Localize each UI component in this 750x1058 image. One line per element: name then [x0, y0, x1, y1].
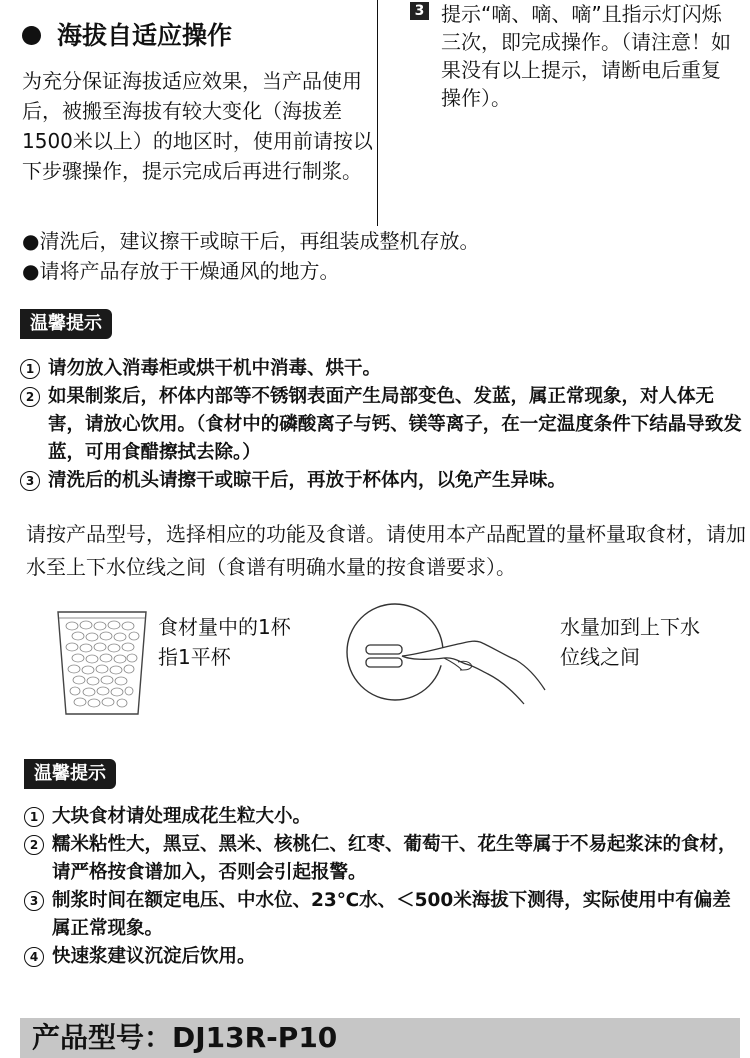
tip-item [24, 831, 742, 887]
altitude-step-3 [410, 0, 740, 112]
column-divider [377, 0, 378, 226]
care-bullets [22, 226, 479, 286]
recipe-note: 请按产品型号，选择相应的功能及食谱。请使用本产品配置的量杯量取食材，请加水至上下水位线之间（食谱有明确水量的按食谱要求）。 [26, 522, 746, 579]
tip-text: 大块食材请处理成花生粒大小。 [52, 806, 312, 827]
cup-caption-line: 指1平杯 [158, 645, 231, 669]
circled-number: 3 [20, 471, 40, 491]
water-caption-line: 水量加到上下水 [560, 615, 700, 639]
altitude-title-text: 海拔自适应操作 [57, 21, 233, 50]
cup-caption-line: 食材量中的1杯 [158, 615, 291, 639]
tips-badge: 温馨提示 [20, 309, 112, 339]
tip-text: 请勿放入消毒柜或烘干机中消毒、烘干。 [48, 358, 382, 379]
product-model: 产品型号：DJ13R-P10 [32, 1021, 338, 1054]
tip-text: 快速浆建议沉淀后饮用。 [52, 946, 256, 967]
water-caption [560, 612, 700, 672]
tip-item [20, 355, 745, 383]
step-number-badge: 3 [410, 2, 429, 20]
water-caption-line: 位线之间 [560, 645, 640, 669]
tip-item [20, 383, 745, 467]
hand-pointing-water-line-icon [340, 600, 550, 710]
tip-text: 制浆时间在额定电压、中水位、23℃水、＜500米海拔下测得，实际使用中有偏差属正常现象。 [52, 890, 731, 939]
circled-number: 2 [24, 835, 44, 855]
circled-number: 1 [20, 359, 40, 379]
tips-list-ingredients [24, 803, 742, 971]
circled-number: 1 [24, 807, 44, 827]
altitude-instructions: 为充分保证海拔适应效果，当产品使用后，被搬至海拔有较大变化（海拔差1500米以上）的地区时，使用前请按以下步骤操作，提示完成后再进行制浆。 [22, 69, 373, 183]
tip-text: 糯米粘性大，黑豆、黑米、核桃仁、红枣、葡萄干、花生等属于不易起浆沫的食材，请严格按食谱加入，否则会引起报警。 [52, 834, 737, 883]
cup-caption [158, 612, 291, 672]
circled-number: 2 [20, 387, 40, 407]
tip-text: 如果制浆后，杯体内部等不锈钢表面产生局部变色、发蓝，属正常现象，对人体无害，请放心饮用。（食材中的磷酸离子与钙、镁等离子，在一定温度条件下结晶导致发蓝，可用食醋擦拭去除。） [48, 386, 742, 463]
tip-item [20, 467, 745, 495]
altitude-section-title [22, 16, 232, 52]
circled-number: 4 [24, 947, 44, 967]
tips-list-cleaning [20, 355, 745, 495]
measuring-cup-icon [52, 606, 152, 718]
tips-badge: 温馨提示 [24, 759, 116, 789]
tip-text: 清洗后的机头请擦干或晾干后，再放于杯体内，以免产生异味。 [48, 470, 567, 491]
tip-item [24, 803, 742, 831]
care-bullet-item: ● 清洗后，建议擦干或晾干后，再组装成整机存放。 [22, 226, 479, 256]
tip-item [24, 887, 742, 943]
care-bullet-item: ● 请将产品存放于干燥通风的地方。 [22, 256, 479, 286]
tip-item [24, 943, 742, 971]
bullet-dot-icon [22, 26, 41, 45]
circled-number: 3 [24, 891, 44, 911]
step-3-text: 提示“嘀、嘀、嘀”且指示灯闪烁三次，即完成操作。（请注意！如果没有以上提示，请断电后重复操作）。 [441, 2, 731, 110]
